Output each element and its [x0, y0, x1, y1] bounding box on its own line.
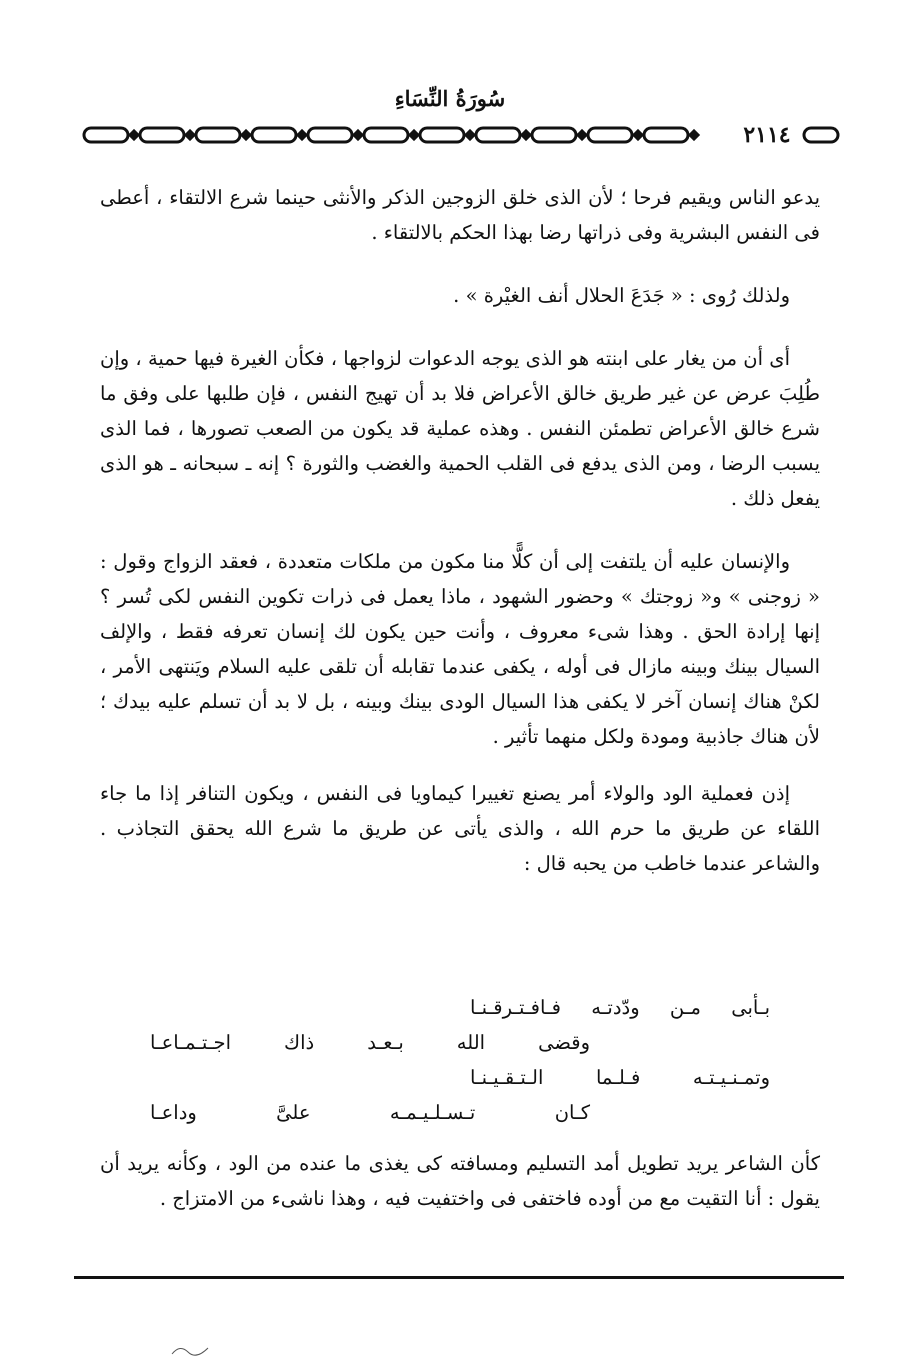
paragraph-5: إذن فعملية الود والولاء أمر يصنع تغييرا كيماويا فى النفس ، ويكون التنافر إذا ما جاء اللقاء عن طريق ما حرم الله ، والذى يأتى عن طريق ما شرع الله يحقق التجاذب . والشاعر عندما خاطب من يحبه قال : — [100, 782, 820, 875]
closing-paragraph: كأن الشاعر يريد تطويل أمد التسليم ومسافته كى يغذى ما عنده من الود ، وكأنه يريد أن يقول : أنا التقيت مع من أوده فاختفى فى واختفيت فيه ، وهذا ناشىء من الامتزاج . — [100, 1152, 820, 1210]
paragraph-1: يدعو الناس ويقيم فرحا ؛ لأن الذى خلق الزوجين الذكر والأنثى حينما شرع الالتقاء ، أعطى فى النفس البشرية وفى ذراتها رضا بهذا الحكم بالالتقاء . — [100, 186, 820, 244]
paragraph-3: أى أن من يغار على ابنته هو الذى يوجه الدعوات لزواجها ، فكأن الغيرة فيها حمية ، وإن طُلِبَ عرض عن غير طريق خالق الأعراض فلا بد أن تهيج النفس ، فإن طلبها على وفق ما شرع خالق الأعراض تطمئن النفس . وهذه عملية قد يكون من الصعب تصورها ، فما الذى يسبب الرضا ، ومن الذى يدفع فى القلب الحمية والغضب والثورة ؟ إنه ـ سبحانه ـ هو الذى يفعل ذلك . — [100, 347, 820, 510]
paragraph-4: والإنسان عليه أن يلتفت إلى أن كلًّا منا مكون من ملكات متعددة ، فعقد الزواج وقول : « زوجنى » و« زوجتك » وحضور الشهود ، ماذا يعمل فى ذرات تكوين النفس لكى تُسر ؟ إنها إرادة الحق . وهذا شىء معروف ، وأنت حين يكون لك إنسان تعرفه فقط ، والإلف السيال بينك وبينه مازال فى أوله ، يكفى عندما تقابله أن تلقى عليه السلام ويَنتهى الأمر ، لكنْ هناك إنسان آخر لا يكفى هذا السيال الودى بينك وبينه ، بل لا بد أن تسلم عليه بيدك ؛ لأن هناك جاذبية ومودة ولكل منهما تأثير . — [100, 550, 820, 748]
poem-hemistich: وتمـنـيـتـه فـلـما الـتـقـيـنـا — [470, 1066, 770, 1089]
poem-line — [150, 1095, 770, 1130]
poem-hemistich: وقضى الله بـعـد ذاك اجـتـمـاعـا — [150, 1031, 590, 1054]
page-number: ٢١١٤ — [743, 122, 791, 148]
page-header — [0, 0, 920, 160]
corner-mark — [170, 1342, 210, 1358]
poem-line — [150, 1025, 770, 1060]
paragraph-2: ولذلك رُوى : « جَدَعَ الحلال أنف الغيْرة » . — [453, 284, 790, 307]
poem-line — [150, 990, 770, 1025]
poem-hemistich: كـان تـسـلـيـمـه علىَّ وداعـا — [150, 1101, 590, 1124]
ornament-rule — [74, 120, 844, 150]
poem — [150, 990, 770, 1130]
poem-line — [150, 1060, 770, 1095]
bottom-rule — [74, 1276, 844, 1279]
poem-hemistich: بـأبى مـن ودّدتـه فـافـتـرقـنـا — [470, 996, 770, 1019]
surah-title: سُورَةُ النِّسَاءِ — [394, 86, 506, 111]
body-text — [100, 180, 820, 881]
